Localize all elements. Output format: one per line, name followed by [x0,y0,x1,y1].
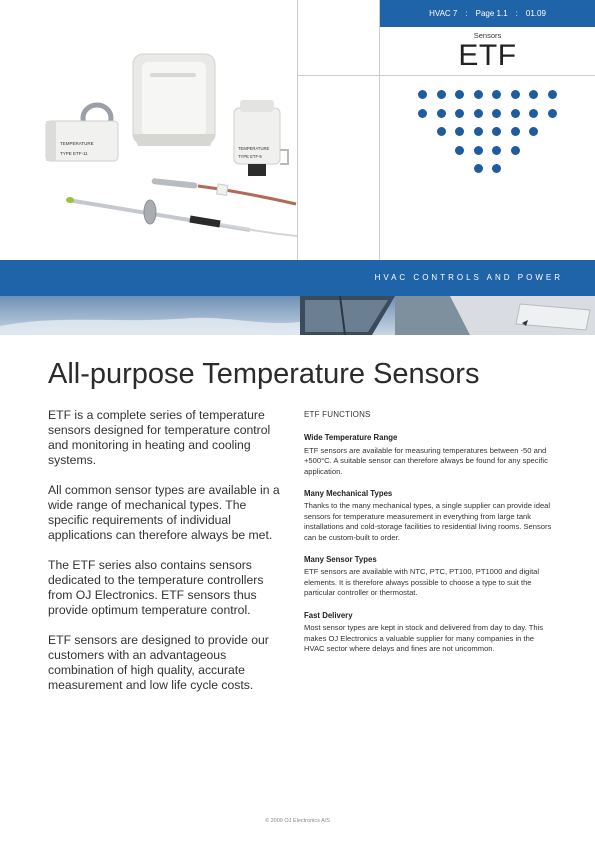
room-sensor [133,54,215,146]
intro-column [48,408,284,708]
dot [529,127,538,136]
dot [492,146,501,155]
functions-heading: ETF FUNCTIONS [304,410,371,419]
banner-photo-strip [0,296,595,335]
sensor-products-illustration [0,0,297,260]
ref-separator: : [465,9,468,18]
dot [548,90,557,99]
dot [511,127,520,136]
dot [455,146,464,155]
dot [474,109,483,118]
product-title: ETF [458,39,517,72]
function-title: Wide Temperature Range [304,433,398,443]
dot [455,90,464,99]
dot [455,127,464,136]
dot [474,90,483,99]
dot [529,109,538,118]
product-photo [0,0,297,260]
document-reference-bar [380,0,595,27]
function-title: Many Sensor Types [304,555,377,565]
category-label: Sensors [473,31,502,40]
divider-vertical [297,0,298,260]
ref-hvac: HVAC 7 [429,9,458,18]
dot [437,90,446,99]
dot [474,164,483,173]
dot [492,109,501,118]
dot [529,90,538,99]
ref-page: Page 1.1 [475,9,508,18]
surface-sensor-etf9 [234,100,288,176]
dot [437,109,446,118]
ref-date: 01.09 [525,9,546,18]
intro-paragraph: ETF sensors are designed to provide our customers with an advantageous combination of high quality, accurate measurement and low life cycle costs. [48,633,269,692]
intro-paragraph: The ETF series also contains sensors dedicated to the temperature controllers from OJ Electronics. ETF sensors thus provide optimum temperature control. [48,558,264,617]
dot [474,146,483,155]
sensor-label-2b: TYPE ETF-9 [238,154,262,159]
dot [511,146,520,155]
dot [548,109,557,118]
page-title: All-purpose Temperature Sensors [48,358,480,390]
pipe-sensor-etf11 [46,105,118,161]
sensor-label-1b: TYPE ETF-11 [60,151,88,156]
function-text: ETF sensors are available with NTC, PTC, PT100, PT1000 and digital elements. It is therefore always possible to choose a type to suit the particular controller or thermostat. [304,567,540,598]
sensor-label-1: TEMPERATURE [60,141,94,146]
sensor-label-2: TEMPERATURE [238,146,270,151]
ref-separator: : [515,9,518,18]
function-text: Most sensor types are kept in stock and delivered from day to day. This makes OJ Electronics a valuable supplier for many companies in the HVAC sector where delays and fines are not uncommon. [304,623,544,653]
dot [455,109,464,118]
dot [474,127,483,136]
sky-building-illustration [0,296,595,335]
functions-column [304,410,554,666]
copyright-footer: © 2009 OJ Electronics A/S [265,818,330,824]
intro-paragraph: ETF is a complete series of temperature sensors designed for temperature control and monitoring in heating and cooling systems. [48,408,271,467]
dot-pattern-graphic [410,90,570,190]
dot [511,109,520,118]
dot [418,109,427,118]
function-title: Fast Delivery [304,610,353,620]
brand-tagline: HVAC CONTROLS AND POWER [374,273,563,282]
dot [492,127,501,136]
divider-horizontal [297,75,595,76]
dot [492,90,501,99]
function-text: Thanks to the many mechanical types, a single supplier can provide ideal sensors for temperature measurement in everything from large tank installations and cold-storage facilities to residential living rooms. Sensors can be custom-built to order. [304,501,552,542]
dot [437,127,446,136]
function-title: Many Mechanical Types [304,489,393,499]
dot [511,90,520,99]
function-text: ETF sensors are available for measuring temperatures between -50 and +500°C. A suitable sensor can therefore always be found for any specific application. [304,445,548,476]
dot [492,164,501,173]
duct-sensor [66,197,297,236]
intro-paragraph: All common sensor types are available in a wide range of mechanical types. The specific requirements of individual applications can therefore always be met. [48,483,280,542]
dot [418,90,427,99]
cable-probe-sensor [151,178,296,204]
